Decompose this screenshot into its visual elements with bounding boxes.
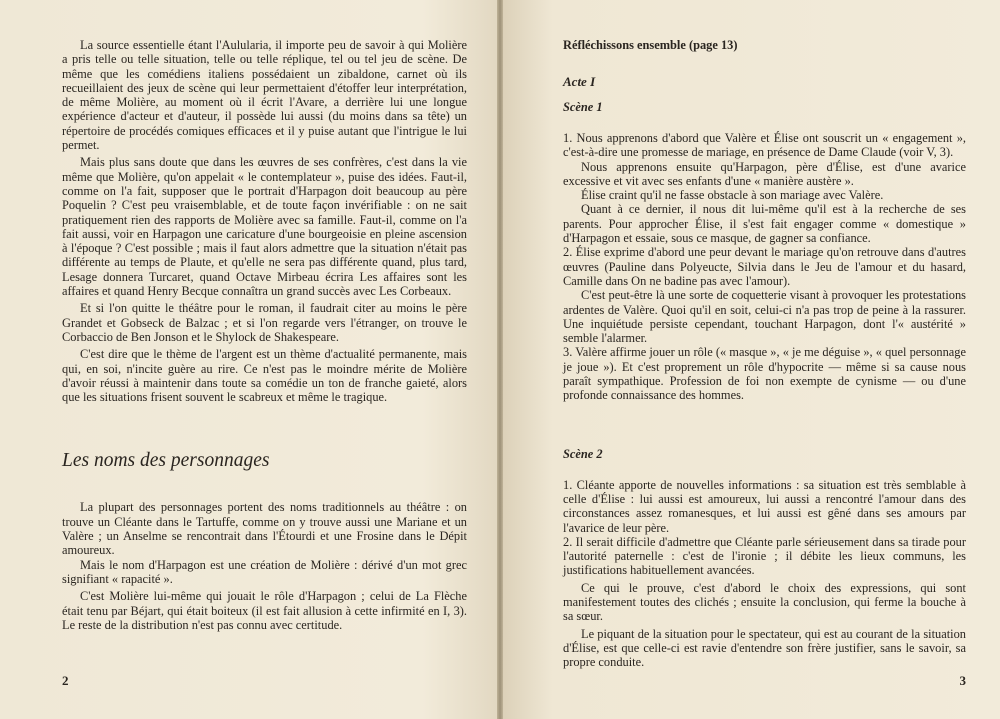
paragraph: La plupart des personnages portent des noms traditionnels au théâtre : on trouve un Cléante dans le Tartuffe, comme on y trouve aussi une Mariane et un Valère ; un Anselme se rencontrait dans l'Étourdi et une Frosine dans le Dépit amoureux. (62, 500, 467, 558)
paragraph: Ce qui le prouve, c'est d'abord le choix des expressions, qui sont manifestement toutes des clichés ; ensuite la conclusion, qui ferme la bouche à sa sœur. (563, 580, 966, 624)
section-heading: Les noms des personnages (62, 450, 270, 472)
scene-heading: Scène 1 (563, 100, 603, 114)
paragraph: Élise craint qu'il ne fasse obstacle à son mariage avec Valère. (581, 188, 884, 203)
paragraph: 1. Nous apprenons d'abord que Valère et Élise ont souscrit un « engagement », c'est-à-dire une promesse de mariage, en présence de Dame Claude (voir V, 3). (563, 131, 966, 160)
page-number: 2 (62, 673, 69, 688)
paragraph: La source essentielle étant l'Aulularia, il importe peu de savoir à qui Molière a pris telle ou telle situation, telle ou telle réplique, tel ou tel jeu de scène. De même que les comédiens italiens possédaient un zibaldone, carnet où ils recueillaient des jeux de scène qui leur permettaient d'étoffer leur interprétation, de même Molière, au moment où il écrit l'Avare, a derrière lui une longue expérience d'acteur et d'auteur, il possède lui aussi (du moins dans sa tête) un répertoire de procédés comiques efficaces et il y puise autant que l'intrigue le lui permet. (62, 38, 467, 153)
paragraph: 2. Il serait difficile d'admettre que Cléante parle sérieusement dans sa tirade pour l'autorité paternelle : c'est de l'ironie ; il débite les lieux communs, les justifications habituellement avancées. (563, 534, 966, 578)
paragraph: 3. Valère affirme jouer un rôle (« masque », « je me déguise », « quel personnage je joue »). Et c'est proprement un rôle d'hypocrite — même si sa cause nous paraît sympathique. Profession de foi non exempte de cynisme — ou d'une profonde connaissance des hommes. (563, 345, 966, 403)
paragraph: Quant à ce dernier, il nous dit lui-même qu'il est à la recherche de ses parents. Pour approcher Élise, il s'est fait engager comme « domestique » d'Harpagon et essaie, sous ce masque, de gagner sa confiance. (563, 202, 966, 246)
paragraph: Et si l'on quitte le théâtre pour le roman, il faudrait citer au moins le père Grandet et Gobseck de Balzac ; et si l'on regarde vers l'étranger, on trouve le Corbaccio de Ben Jonson et le Shylock de Shakespeare. (62, 301, 467, 344)
act-heading: Acte I (563, 74, 596, 89)
paragraph: Nous apprenons ensuite qu'Harpagon, père d'Élise, est d'une avarice excessive et vit avec ses enfants d'une « manière austère ». (563, 159, 966, 188)
paragraph: Mais le nom d'Harpagon est une création de Molière : dérivé d'un mot grec signifiant « rapacité ». (62, 557, 467, 586)
page-number: 3 (959, 673, 966, 688)
scene-heading: Scène 2 (563, 446, 603, 461)
paragraph: C'est Molière lui-même qui jouait le rôle d'Harpagon ; celui de La Flèche était tenu par Béjart, qui était boiteux (il est fait allusion à cette infirmité en I, 3). Le reste de la distribution n'est pas connu avec certitude. (62, 589, 467, 632)
paragraph: C'est dire que le thème de l'argent est un thème d'actualité permanente, mais qui, en soi, n'incite guère au rire. Ce n'est pas le moindre mérite de Molière d'avoir réussi à maintenir dans toute sa comédie un ton de franche gaieté, alors que les situations frisent souvent le scabreux et même le tragique. (62, 347, 467, 405)
paragraph: 2. Élise exprime d'abord une peur devant le mariage qu'on retrouve dans d'autres œuvres (Pauline dans Polyeucte, Silvia dans le Jeu de l'amour et du hasard, Camille dans On ne badine pas avec l'amour). (563, 245, 966, 288)
right-page (503, 0, 1000, 719)
paragraph: 1. Cléante apporte de nouvelles informations : sa situation est très semblable à celle d'Élise : lui aussi est amoureux, lui aussi a rencontré l'amour dans des circonstances assez romanesques, et lui aussi est gêné dans ses amours par l'avarice de leur père. (563, 477, 966, 535)
paragraph: Le piquant de la situation pour le spectateur, qui est au courant de la situation d'Élise, est que celle-ci est ravie d'entendre son frère justifier, sans le savoir, sa propre conduite. (563, 626, 966, 670)
left-page (0, 0, 497, 719)
paragraph: C'est peut-être là une sorte de coquetterie visant à provoquer les protestations ardentes de Valère. Quoi qu'il en soit, celui-ci n'a pas trop de peine à la rassurer. Une inquiétude persiste cependant, touchant Harpagon, dont l'« austérité » semble l'alarmer. (563, 288, 966, 346)
page-title: Réfléchissons ensemble (page 13) (563, 38, 738, 52)
paragraph: Mais plus sans doute que dans les œuvres de ses confrères, c'est dans la vie même que Molière, qu'on appelait « le contemplateur », puise des idées. Faut-il, comme on l'a fait, supposer que le portrait d'Harpagon doit beaucoup au père Poquelin ? C'est peu vraisemblable, et de toute façon invérifiable : on ne sait pratiquement rien des rapports de Molière avec sa famille. Faut-il, comme on l'a fait aussi, voir en Harpagon une caricature d'une bourgeoisie en pleine ascension à l'époque ? C'est possible ; mais il faut alors admettre que la situation n'était pas différente au temps de Plaute, et qu'elle ne sera pas différente quand, plus tard, Lesage donnera Turcaret, quand Octave Mirbeau écrira Les affaires sont les affaires et quand Henry Becque connaîtra un grand succès avec Les Corbeaux. (62, 155, 467, 299)
